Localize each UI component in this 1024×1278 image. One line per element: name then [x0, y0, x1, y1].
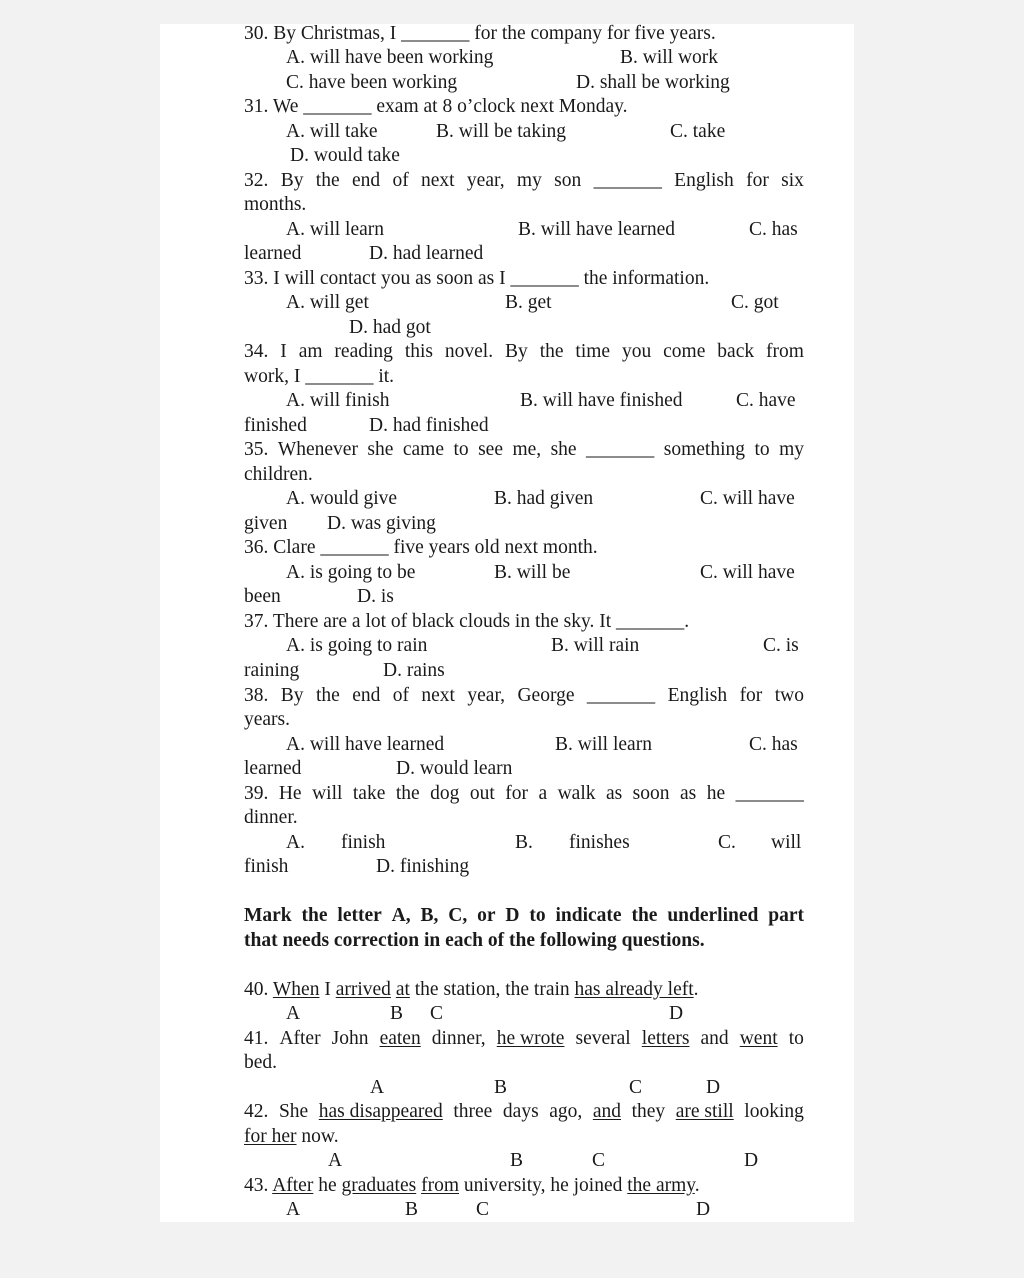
instruction-word: A, [391, 905, 411, 926]
q35-option-b: B. had given [494, 488, 594, 509]
instruction-word: indicate [555, 905, 622, 926]
q32-word: next [421, 170, 455, 191]
q41-word: several [575, 1028, 631, 1049]
q34-word: reading [334, 341, 393, 362]
q35-word: something [663, 439, 745, 460]
q30-stem: 30. By Christmas, I _______ for the company for five years. [244, 23, 716, 44]
q32-option-c: C. has [749, 219, 798, 240]
q41-word: and [700, 1028, 729, 1049]
q31-option-c: C. take [670, 121, 726, 142]
q42-label-c: C [592, 1150, 606, 1171]
q43-underlined-b: graduates [341, 1175, 417, 1196]
q32-option-b: B. will have learned [518, 219, 676, 240]
q39-option-b-letter: B. [515, 832, 533, 853]
q39-stem-line1 [244, 782, 804, 806]
q43-text: . [694, 1175, 700, 1196]
q35-word: 35. [244, 439, 269, 460]
q37-option-c-cont: raining [244, 660, 300, 681]
q34-word: time [575, 341, 611, 362]
q34-stem-line2: work, I _______ it. [244, 366, 395, 387]
q40-underlined-c: at [395, 979, 410, 1000]
q32-word: my [516, 170, 542, 191]
q39-option-c-letter: C. [718, 832, 736, 853]
q38-word: English [667, 685, 728, 706]
q39-word: will [312, 783, 343, 804]
q32-word: end [351, 170, 381, 191]
q39-word: a [538, 783, 548, 804]
q39-option-a-letter: A. [286, 832, 305, 853]
q39-word: take [352, 783, 386, 804]
q34-word: this [404, 341, 433, 362]
q38-stem-line1 [244, 684, 804, 708]
q42-underlined-b: and [592, 1101, 622, 1122]
q40-label-d: D [669, 1003, 684, 1024]
q43-label-c: C [476, 1199, 490, 1220]
q35-word: see [478, 439, 503, 460]
q39-word: dog [430, 783, 460, 804]
q40-label-a: A [286, 1003, 301, 1024]
q42-underlined-a: has disappeared [318, 1101, 443, 1122]
q37-option-b: B. will rain [551, 635, 640, 656]
q37-stem: 37. There are a lot of black clouds in the sky. It _______. [244, 611, 690, 632]
q32-word: of [392, 170, 409, 191]
q40-label-b: B [390, 1003, 404, 1024]
q43-number: 43. [244, 1175, 273, 1196]
q43-underlined-a: After [272, 1175, 314, 1196]
q32-stem-line1 [244, 169, 804, 193]
q39-word: out [469, 783, 495, 804]
q30-option-c: C. have been working [286, 72, 458, 93]
q42-label-a: A [328, 1150, 343, 1171]
instruction-line2: that needs correction in each of the following questions. [244, 930, 705, 951]
q35-word: my [779, 439, 804, 460]
q34-word: back [717, 341, 755, 362]
q39-option-d: D. finishing [376, 856, 470, 877]
q36-option-c-cont: been [244, 586, 281, 607]
q34-option-b: B. will have finished [520, 390, 683, 411]
q39-word: as [679, 783, 697, 804]
q32-option-c-cont: learned [244, 243, 302, 264]
q38-word: of [392, 685, 409, 706]
q32-word: year, [466, 170, 505, 191]
q41-line1 [244, 1027, 804, 1051]
instruction-word: D [505, 905, 520, 926]
q39-word: he [706, 783, 726, 804]
q41-label-a: A [370, 1077, 385, 1098]
q42-line1 [244, 1100, 804, 1124]
q37-option-c: C. is [763, 635, 799, 656]
q42-label-d: D [744, 1150, 759, 1171]
q34-option-c: C. have [736, 390, 796, 411]
q42-word: 42. [244, 1101, 269, 1122]
q39-word: _______ [735, 783, 804, 804]
q38-stem-line2: years. [244, 709, 291, 730]
instruction-word: or [477, 905, 496, 926]
q38-word: 38. [244, 685, 269, 706]
q42-word: three [453, 1101, 493, 1122]
q38-word: end [352, 685, 381, 706]
q39-word: He [278, 783, 302, 804]
q39-word: walk [557, 783, 596, 804]
q43-underlined-c: from [421, 1175, 459, 1196]
q42-word: ago, [549, 1101, 583, 1122]
q40-label-c: C [430, 1003, 444, 1024]
q40-underlined-b: arrived [335, 979, 391, 1000]
q35-option-c-cont: given [244, 513, 288, 534]
q31-option-d: D. would take [290, 145, 400, 166]
q35-stem-line1 [244, 438, 804, 462]
q38-word: next [421, 685, 455, 706]
q34-word: the [539, 341, 564, 362]
q39-option-c-cont: finish [244, 856, 289, 877]
q35-word: to [754, 439, 770, 460]
q37-option-a: A. is going to rain [286, 635, 428, 656]
q30-option-b: B. will work [620, 47, 719, 68]
q39-stem-line2: dinner. [244, 807, 298, 828]
q35-word: Whenever [277, 439, 358, 460]
q39-option-c-text: will [771, 832, 802, 853]
q35-word: she [367, 439, 394, 460]
q38-option-c: C. has [749, 734, 798, 755]
q39-option-b-text: finishes [569, 832, 630, 853]
q39-word: for [505, 783, 528, 804]
instruction-word: underlined [667, 905, 759, 926]
q39-word: as [605, 783, 623, 804]
q34-word: I [280, 341, 287, 362]
q41-underlined-d: went [739, 1028, 778, 1049]
instruction-word: the [301, 905, 328, 926]
q38-word: the [315, 685, 340, 706]
q42-word: looking [744, 1101, 804, 1122]
q35-word: to [453, 439, 469, 460]
q43-sentence [244, 1174, 700, 1198]
q42-word: She [278, 1101, 309, 1122]
q41-label-b: B [494, 1077, 508, 1098]
q39-word: 39. [244, 783, 269, 804]
q32-word: six [781, 170, 804, 191]
q38-word: year, [467, 685, 506, 706]
q32-option-a: A. will learn [286, 219, 385, 240]
q41-label-c: C [629, 1077, 643, 1098]
q33-option-c: C. got [731, 292, 779, 313]
q35-option-a: A. would give [286, 488, 398, 509]
q32-option-d: D. had learned [369, 243, 484, 264]
q41-word: to [788, 1028, 804, 1049]
q34-word: from [766, 341, 804, 362]
q32-word: for [746, 170, 769, 191]
q36-option-b: B. will be [494, 562, 571, 583]
q33-option-b: B. get [505, 292, 552, 313]
q31-stem: 31. We _______ exam at 8 o’clock next Monday. [244, 96, 628, 117]
q41-word: dinner, [431, 1028, 486, 1049]
q38-word: _______ [586, 685, 656, 706]
q35-word: she [550, 439, 577, 460]
q32-word: 32. [244, 170, 269, 191]
instruction-word: C, [448, 905, 468, 926]
q34-word: By [505, 341, 528, 362]
q43-text: he [313, 1175, 342, 1196]
q40-sentence [244, 978, 699, 1002]
q42-word: they [631, 1101, 666, 1122]
q36-option-a: A. is going to be [286, 562, 416, 583]
q41-underlined-b: he wrote [496, 1028, 565, 1049]
q31-option-a: A. will take [286, 121, 378, 142]
q40-underlined-a: When [272, 979, 320, 1000]
q41-underlined-c: letters [641, 1028, 690, 1049]
instruction-line1 [244, 904, 804, 928]
q40-text: I [319, 979, 336, 1000]
q35-option-d: D. was giving [327, 513, 436, 534]
q33-stem: 33. I will contact you as soon as I _______ the information. [244, 268, 710, 289]
q34-word: novel. [444, 341, 494, 362]
q43-label-b: B [405, 1199, 419, 1220]
q34-option-d: D. had finished [369, 415, 489, 436]
q33-option-a: A. will get [286, 292, 369, 313]
q40-number: 40. [244, 979, 273, 1000]
q32-word: the [315, 170, 340, 191]
q43-label-a: A [286, 1199, 301, 1220]
q32-word: By [280, 170, 304, 191]
q34-option-a: A. will finish [286, 390, 390, 411]
q41-underlined-a: eaten [379, 1028, 421, 1049]
q35-stem-line2: children. [244, 464, 313, 485]
q40-text: . [693, 979, 699, 1000]
q41-word: 41. [244, 1028, 269, 1049]
q34-stem-line1 [244, 340, 804, 364]
q36-stem: 36. Clare _______ five years old next month. [244, 537, 598, 558]
q40-text: the station, the train [409, 979, 575, 1000]
q42-line2 [244, 1125, 339, 1149]
q32-word: English [674, 170, 734, 191]
q42-text: now. [296, 1126, 339, 1147]
q36-option-c: C. will have [700, 562, 795, 583]
q38-option-a: A. will have learned [286, 734, 445, 755]
q35-word: me, [512, 439, 542, 460]
q43-label-d: D [696, 1199, 711, 1220]
q32-stem-line2: months. [244, 194, 307, 215]
q41-word: After [279, 1028, 321, 1049]
instruction-word: letter [337, 905, 382, 926]
q41-word: John [331, 1028, 369, 1049]
q41-line2: bed. [244, 1052, 278, 1073]
q30-option-a: A. will have been working [286, 47, 494, 68]
q41-label-d: D [706, 1077, 721, 1098]
instruction-word: to [529, 905, 546, 926]
q38-option-c-cont: learned [244, 758, 302, 779]
q38-option-b: B. will learn [555, 734, 652, 755]
q34-word: 34. [244, 341, 269, 362]
q36-option-d: D. is [357, 586, 394, 607]
q38-word: for [739, 685, 763, 706]
q35-word: came [402, 439, 444, 460]
q32-word: son [554, 170, 582, 191]
q34-option-c-cont: finished [244, 415, 307, 436]
q39-word: the [395, 783, 420, 804]
q35-word: _______ [586, 439, 655, 460]
instruction-word: the [631, 905, 658, 926]
q37-option-d: D. rains [383, 660, 445, 681]
q32-word: _______ [593, 170, 662, 191]
q34-word: you [622, 341, 652, 362]
q30-option-d: D. shall be working [576, 72, 730, 93]
q42-label-b: B [510, 1150, 524, 1171]
q33-option-d: D. had got [349, 317, 431, 338]
q42-underlined-d: for her [244, 1126, 297, 1147]
q34-word: am [298, 341, 323, 362]
q38-word: George [517, 685, 575, 706]
q39-option-a-text: finish [341, 832, 386, 853]
q38-option-d: D. would learn [396, 758, 513, 779]
q38-word: By [280, 685, 304, 706]
instruction-word: part [768, 905, 804, 926]
instruction-word: B, [420, 905, 439, 926]
q31-option-b: B. will be taking [436, 121, 566, 142]
q43-text: university, he joined [459, 1175, 628, 1196]
q35-option-c: C. will have [700, 488, 795, 509]
q42-word: days [502, 1101, 539, 1122]
q42-underlined-c: are still [675, 1101, 734, 1122]
instruction-word: Mark [244, 905, 292, 926]
q34-word: come [663, 341, 706, 362]
q43-underlined-d: the army [627, 1175, 695, 1196]
q38-word: two [774, 685, 804, 706]
q39-word: soon [632, 783, 670, 804]
q40-underlined-d: has already left [574, 979, 694, 1000]
